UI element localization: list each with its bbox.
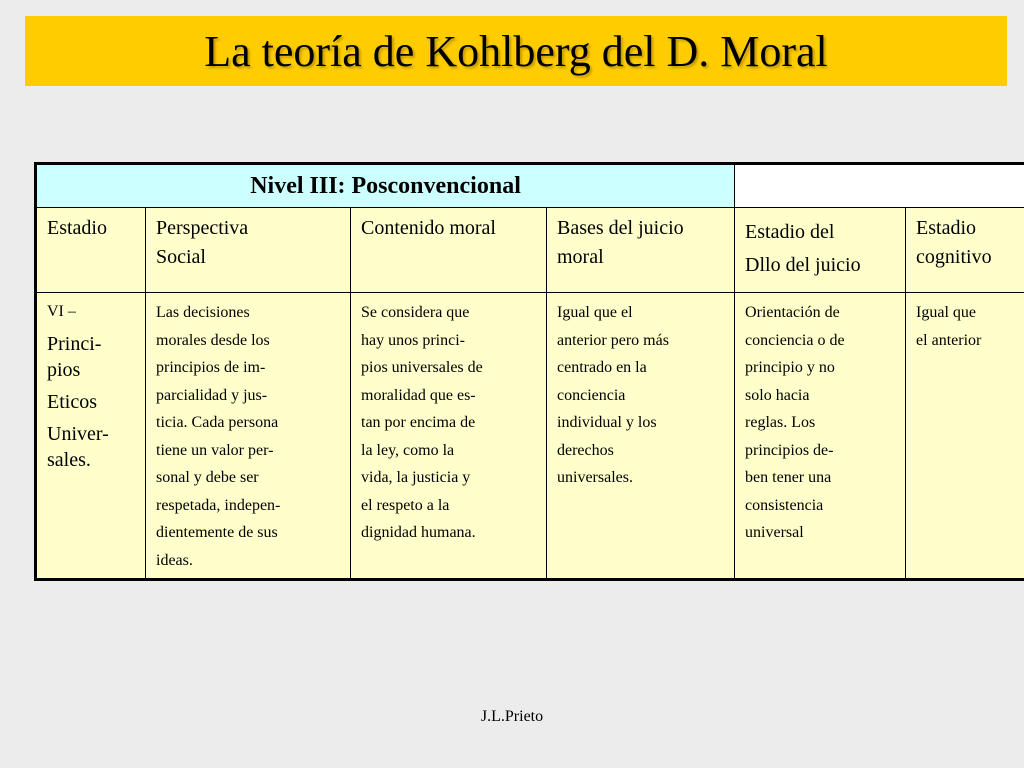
development-stage-cell xyxy=(735,293,906,580)
cell-line: principios de im- xyxy=(156,359,266,376)
cell-line: Se considera que xyxy=(361,304,470,321)
stage-word: Princi- xyxy=(47,333,102,355)
cell-line: conciencia o de xyxy=(745,331,845,349)
moral-content-cell xyxy=(351,293,547,580)
header-line: Dllo del juicio xyxy=(745,254,861,276)
header-cognitive-stage xyxy=(906,208,1024,293)
cell-line: pios universales de xyxy=(361,359,483,376)
header-social-perspective xyxy=(146,208,351,293)
header-line: Bases del juicio xyxy=(557,217,684,239)
social-perspective-cell xyxy=(146,293,351,580)
table-row xyxy=(36,293,1024,580)
cell-line: parcialidad y jus- xyxy=(156,386,268,404)
cell-line: anterior pero más xyxy=(557,331,669,349)
cell-line: moralidad que es- xyxy=(361,386,476,404)
cell-line: el anterior xyxy=(916,331,982,349)
stage-cell xyxy=(36,293,146,580)
judgment-bases-cell xyxy=(547,293,735,580)
cell-line: Igual que el xyxy=(557,304,633,321)
header-line: Perspectiva xyxy=(156,217,249,239)
cell-line: Orientación de xyxy=(745,304,840,321)
page-title: La teoría de Kohlberg del D. Moral xyxy=(204,26,828,76)
cell-line: reglas. Los xyxy=(745,414,816,431)
cell-line: conciencia xyxy=(557,386,626,404)
level-title: Nivel III: Posconvencional xyxy=(36,164,735,208)
cell-line: principio y no xyxy=(745,359,835,376)
cell-line: respetada, indepen- xyxy=(156,496,281,514)
cell-line: vida, la justicia y xyxy=(361,469,471,486)
cell-line: universales. xyxy=(557,469,633,486)
header-line: cognitivo xyxy=(916,246,992,268)
cognitive-stage-cell xyxy=(906,293,1024,580)
stage-number: VI – xyxy=(47,303,76,320)
cell-line: sonal y debe ser xyxy=(156,469,259,486)
stage-word: pios xyxy=(47,359,81,381)
level-empty-cell xyxy=(735,164,1024,208)
cell-line: tiene un valor per- xyxy=(156,441,274,459)
header-line: Social xyxy=(156,246,206,268)
level-row xyxy=(36,164,1024,208)
cell-line: dignidad humana. xyxy=(361,524,476,541)
cell-line: morales desde los xyxy=(156,331,270,349)
stage-word: Eticos xyxy=(47,391,97,413)
title-banner xyxy=(25,16,1007,86)
cell-line: universal xyxy=(745,524,804,541)
cell-line: consistencia xyxy=(745,496,824,514)
stage-word: Univer- xyxy=(47,423,109,445)
cell-line: individual y los xyxy=(557,414,657,431)
cell-line: el respeto a la xyxy=(361,496,450,514)
cell-line: principios de- xyxy=(745,441,834,459)
header-line: Estadio xyxy=(916,217,977,239)
header-judgment-bases xyxy=(547,208,735,293)
cell-line: Las decisiones xyxy=(156,304,250,321)
kohlberg-table xyxy=(34,162,1024,581)
cell-line: tan por encima de xyxy=(361,414,476,431)
header-line: moral xyxy=(557,246,604,268)
footer-author: J.L.Prieto xyxy=(480,708,544,725)
header-development-stage xyxy=(735,208,906,293)
header-stage: Estadio xyxy=(36,208,146,293)
cell-line: centrado en la xyxy=(557,359,647,376)
cell-line: la ley, como la xyxy=(361,441,455,459)
cell-line: dientemente de sus xyxy=(156,524,278,541)
cell-line: Igual que xyxy=(916,304,977,321)
cell-line: derechos xyxy=(557,441,614,459)
stage-word: sales. xyxy=(47,449,91,471)
cell-line: ticia. Cada persona xyxy=(156,414,279,431)
header-line: Estadio del xyxy=(745,221,835,243)
cell-line: hay unos princi- xyxy=(361,331,465,349)
cell-line: solo hacia xyxy=(745,386,810,404)
header-row xyxy=(36,208,1024,293)
cell-line: ben tener una xyxy=(745,469,832,486)
cell-line: ideas. xyxy=(156,551,193,569)
header-moral-content: Contenido moral xyxy=(351,208,547,293)
